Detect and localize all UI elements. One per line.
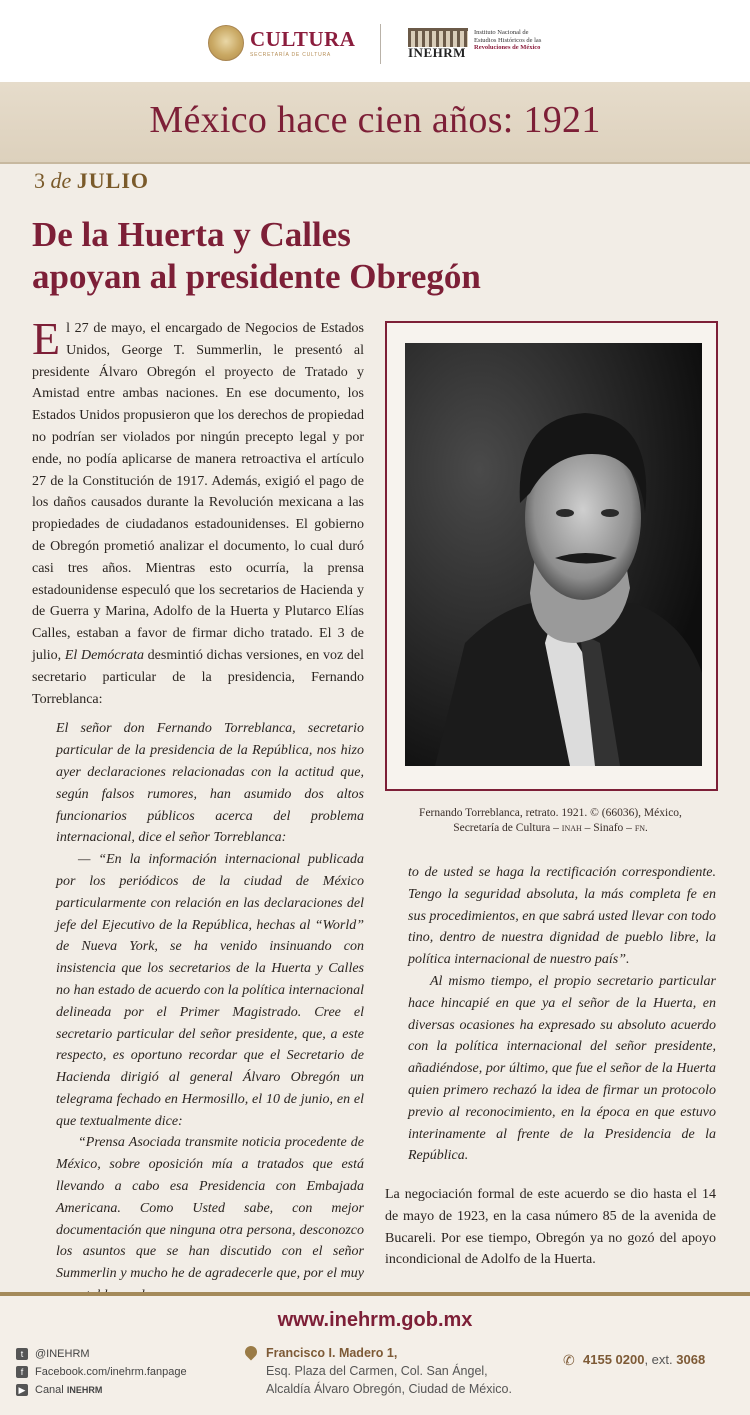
quote-paragraph-1: El señor don Fernando Torreblanca, secretario particular de la presidencia de la República, nos hizo ayer declaraciones relacionadas con la actitud que, según falsos rumores, han asumido dos altos funcionarios públicos acerca del problema internacional, dice el señor Torreblanca: [56,721,364,846]
photo-frame [385,321,718,791]
youtube-link[interactable] [16,1381,187,1399]
youtube-icon: ▶ [16,1384,28,1396]
closing-paragraph: La negociación formal de este acuerdo se dio hasta el 14 de mayo de 1923, en la casa número 85 de la avenida de Bucareli. Por ese tiempo, Obregón ya no gozó del apoyo incondicional de Adolfo de la Huerta. [385,1187,716,1268]
photo-caption [385,806,716,836]
phone-extension: 3068 [676,1352,706,1367]
logo-divider [380,24,381,64]
closing-paragraph-block [385,1184,716,1271]
quote-paragraph-2: — “En la información internacional publicada por los periódicos de la ciudad de México particularmente con relación en las declaraciones del jefe del Ejecutivo de la República, hechas al “World” de Nueva York, se ha venido insinuando con insistencia que los secretarios de la Huerta y Calles no han estado de acuerdo con la política internacional delineada por el Primer Magistrado. Cree el secretario particular del señor presidente, que, a este respecto, es oportuno recordar que el Secretario de Hacienda dirigió al general Álvaro Obregón un telegrama fechado en Hermosillo, el 10 de junio, en el que textualmente dice: [56,852,364,1129]
youtube-channel: INEHRM [66,1385,103,1395]
social-links [16,1345,187,1399]
national-seal-icon [208,25,244,61]
address-line2: Esq. Plaza del Carmen, Col. San Ángel, [266,1364,488,1378]
caption-inah: inah [561,822,582,834]
page-title: México hace cien años: 1921 [149,99,601,141]
facebook-url: Facebook.com/inehrm.fanpage [35,1366,187,1378]
phone-icon: ✆ [563,1351,575,1368]
dropcap: E [32,313,61,364]
facebook-link[interactable] [16,1363,187,1381]
inehrm-inst-line3: Revoluciones de México [474,44,541,51]
quote-block-left [32,710,364,1307]
cultura-subtitle: SECRETARÍA DE CULTURA [250,52,332,58]
inehrm-logo[interactable] [408,28,558,62]
cultura-label: CULTURA [250,27,356,51]
caption-line2 [385,821,716,836]
inehrm-institution [474,29,541,52]
left-column [32,313,364,1307]
twitter-link[interactable] [16,1345,187,1363]
address-line1: Francisco I. Madero 1, [266,1346,398,1360]
address-line3: Alcaldía Álvaro Obregón, Ciudad de México. [266,1382,512,1396]
address-block [248,1344,512,1398]
date-de: de [50,168,72,193]
youtube-label: Canal [35,1384,64,1396]
date-month: JULIO [76,168,150,193]
facebook-icon: f [16,1366,28,1378]
intro-text-a: l 27 de mayo, el encargado de Negocios de Estados Unidos, George T. Summerlin, le presentó al presidente Álvaro Obregón el proyecto de Tratado y Amistad entre ambas naciones. En ese documento, los Estados Unidos propusieron que los derechos de propiedad no podrían ser violados por ningún precepto legal y por ende, no podía aplicarse de manera retroactiva el artículo 27 de la Constitución de 1917. Además, exigió el pago de los daños causados durante la Revolución mexicana a las propiedades de ciudadanos estadounidenses. El gobierno de Obregón prometió analizar el documento, lo cual duró casi tres años. Mientras esto ocurría, la prensa estadounidense especuló que los secretarios de Hacienda y de Guerra y Marina, Adolfo de la Huerta y Plutarco Elías Calles, estaban a favor de firmar dicho tratado. El 3 de julio, [32,321,364,663]
quote-block-right [408,862,716,1167]
article-headline [32,214,632,298]
intro-text-b: desmintió dichas versiones, en voz del secretario particular de la presidencia, Fernando Torreblanca: [32,647,364,707]
date-day: 3 [34,168,45,193]
quote-paragraph-3: “Prensa Asociada transmite noticia procedente de México, sobre oposición mía a tratados que está llevando a cabo esa Presidencia con Embajada Americana. Como Usted sabe, con mejor documentación que ninguna otra persona, desconozco los asuntos que se han discutido con el señor Summerlin y mucho he de agradecerle que, por el muy [56,1135,364,1282]
caption-line2-text: Secretaría de Cultura – [453,822,559,834]
caption-line1: Fernando Torreblanca, retrato. 1921. © (66036), México, [419,807,682,819]
caption-sinafo: – Sinafo – [584,822,632,834]
twitter-icon: t [16,1348,28,1360]
inehrm-inst-line2: Estudios Históricos de las [474,36,542,44]
headline-line1: De la Huerta y Calles [32,215,351,254]
portrait-photo [405,343,702,766]
inehrm-label: INEHRM [408,45,466,60]
website-link[interactable]: www.inehrm.gob.mx [277,1309,473,1331]
twitter-handle: @INEHRM [35,1348,90,1360]
date-line [34,168,149,194]
headline-line2: apoyan al presidente Obregón [32,257,481,296]
cultura-logo[interactable] [208,25,358,65]
inehrm-inst-line1: Instituto Nacional de [474,29,529,36]
phone-contact[interactable] [563,1352,705,1367]
newspaper-name: El Demócrata [64,647,144,663]
intro-paragraph [32,313,364,710]
phone-number: 4155 0200 [583,1352,645,1367]
portrait-illustration [405,343,702,766]
phone-ext-label: , ext. [644,1352,673,1367]
quote-paragraph-5: Al mismo tiempo, el propio secretario particular hace hincapié en que ya el señor de la Huerta, en diversas ocasiones ha expresado su absoluto acuerdo con la política internacional del señor presidente, añadiéndose, por último, que fue el señor de la Huerta quien primero rechazó la idea de firmar un protocolo previo al reconocimiento, en la época en que estuvo interinamente al frente de la Presidencia de la República. [408,973,716,1164]
header-bar [0,0,750,83]
quote-paragraph-4: to de usted se haga la rectificación correspondiente. Tengo la seguridad absoluta, la más completa fe en sus procedimientos, en que sabrá usted llevar con todo tino, dentro de nuestra dignidad de pueblo libre, la política internacional de nuestro país”. [408,865,716,968]
caption-fn: fn. [634,822,648,834]
